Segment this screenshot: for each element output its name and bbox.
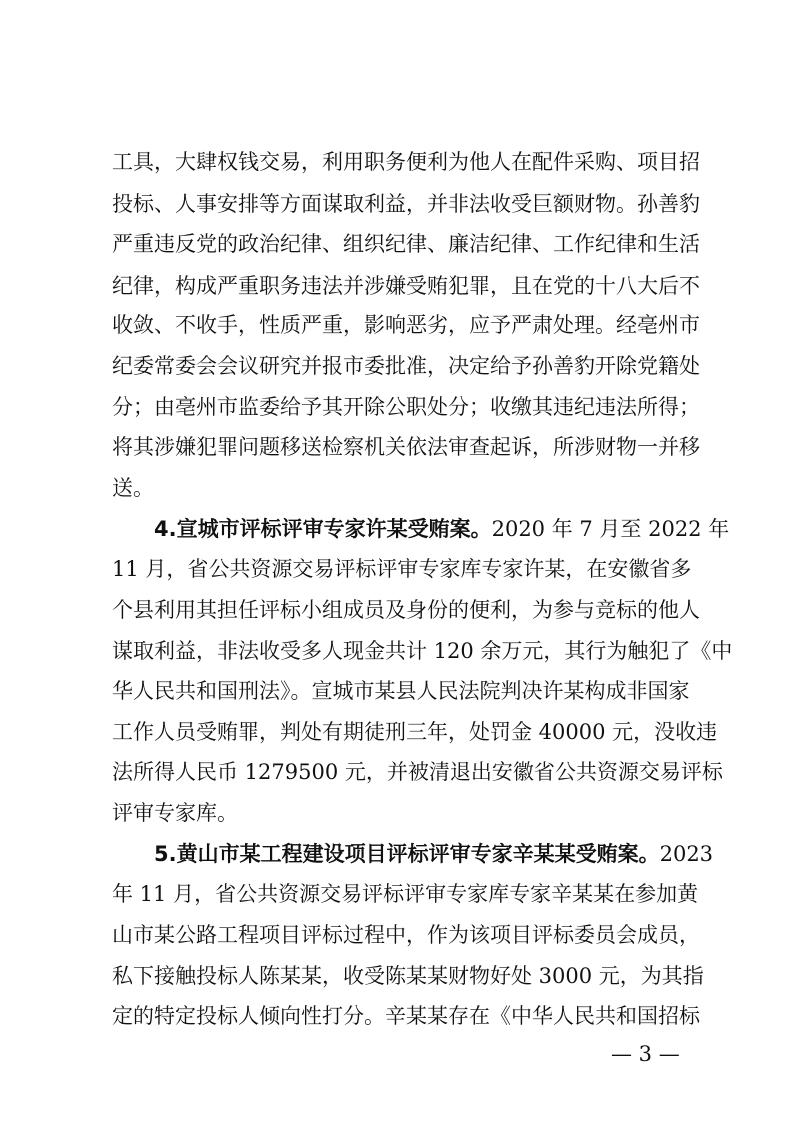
body-line	[112, 1000, 700, 1032]
line-text: 工具，大肆权钱交易，利用职务便利为他人在配件采购、项目招	[112, 150, 700, 174]
section-heading-line	[154, 513, 730, 545]
line-text: 工作人员受贿罪，判处有期徒刑三年，处罚金 40000 元，没收违	[112, 720, 718, 744]
section-heading-line	[154, 838, 714, 870]
body-line	[112, 472, 682, 504]
page-number: — 3 —	[611, 1042, 680, 1066]
body-line	[112, 960, 704, 992]
body-line	[112, 228, 700, 260]
line-text: 2020 年 7 月至 2022 年	[491, 517, 730, 541]
body-line	[112, 878, 699, 910]
line-text: 2023	[659, 842, 714, 866]
line-text: 华人民共和国刑法》。宣城市某县人民法院判决许某构成非国家	[112, 679, 690, 703]
body-line	[112, 635, 733, 667]
body-line	[112, 391, 700, 423]
body-line	[112, 553, 692, 585]
body-line	[112, 716, 718, 748]
body-line	[112, 350, 700, 382]
body-line	[112, 919, 700, 951]
line-text: 11 月，省公共资源交易评标评审专家库专家许某，在安徽省多	[112, 557, 692, 581]
body-line	[112, 431, 700, 463]
line-text: 评审专家库。	[112, 801, 238, 825]
section-heading-4: 4.宣城市评标评审专家许某受贿案。	[154, 517, 492, 541]
line-text: 将其涉嫌犯罪问题移送检察机关依法审查起诉，所涉财物一并移	[112, 435, 700, 459]
body-line	[112, 146, 700, 178]
line-text: 谋取利益，非法收受多人现金共计 120 余万元，其行为触犯了《中	[112, 639, 733, 663]
line-text: 法所得人民币 1279500 元，并被清退出安徽省公共资源交易评标	[112, 760, 723, 784]
line-text: 山市某公路工程项目评标过程中，作为该项目评标委员会成员，	[112, 923, 700, 947]
body-line	[112, 270, 700, 302]
line-text: 定的特定投标人倾向性打分。辛某某存在《中华人民共和国招标	[112, 1004, 700, 1028]
line-text: 严重违反党的政治纪律、组织纪律、廉洁纪律、工作纪律和生活	[112, 232, 700, 256]
line-text: 纪律，构成严重职务违法并涉嫌受贿犯罪，且在党的十八大后不	[112, 274, 700, 298]
line-text: 投标、人事安排等方面谋取利益，并非法收受巨额财物。孙善豹	[112, 192, 700, 216]
line-text: 收敛、不收手，性质严重，影响恶劣，应予严肃处理。经亳州市	[112, 313, 700, 337]
line-text: 年 11 月，省公共资源交易评标评审专家库专家辛某某在参加黄	[112, 882, 699, 906]
body-line	[112, 188, 700, 220]
line-text: 个县利用其担任评标小组成员及身份的便利，为参与竞标的他人	[112, 598, 700, 622]
body-line	[112, 797, 682, 829]
body-line	[112, 756, 723, 788]
line-text: 纪委常委会会议研究并报市委批准，决定给予孙善豹开除党籍处	[112, 354, 700, 378]
body-line	[112, 594, 700, 626]
line-text: 送。	[112, 476, 154, 500]
line-text: 私下接触投标人陈某某，收受陈某某财物好处 3000 元，为其指	[112, 964, 704, 988]
line-text: 分；由亳州市监委给予其开除公职处分；收缴其违纪违法所得；	[112, 395, 700, 419]
body-line	[112, 675, 690, 707]
body-line	[112, 309, 700, 341]
section-heading-5: 5.黄山市某工程建设项目评标评审专家辛某某受贿案。	[154, 842, 660, 866]
